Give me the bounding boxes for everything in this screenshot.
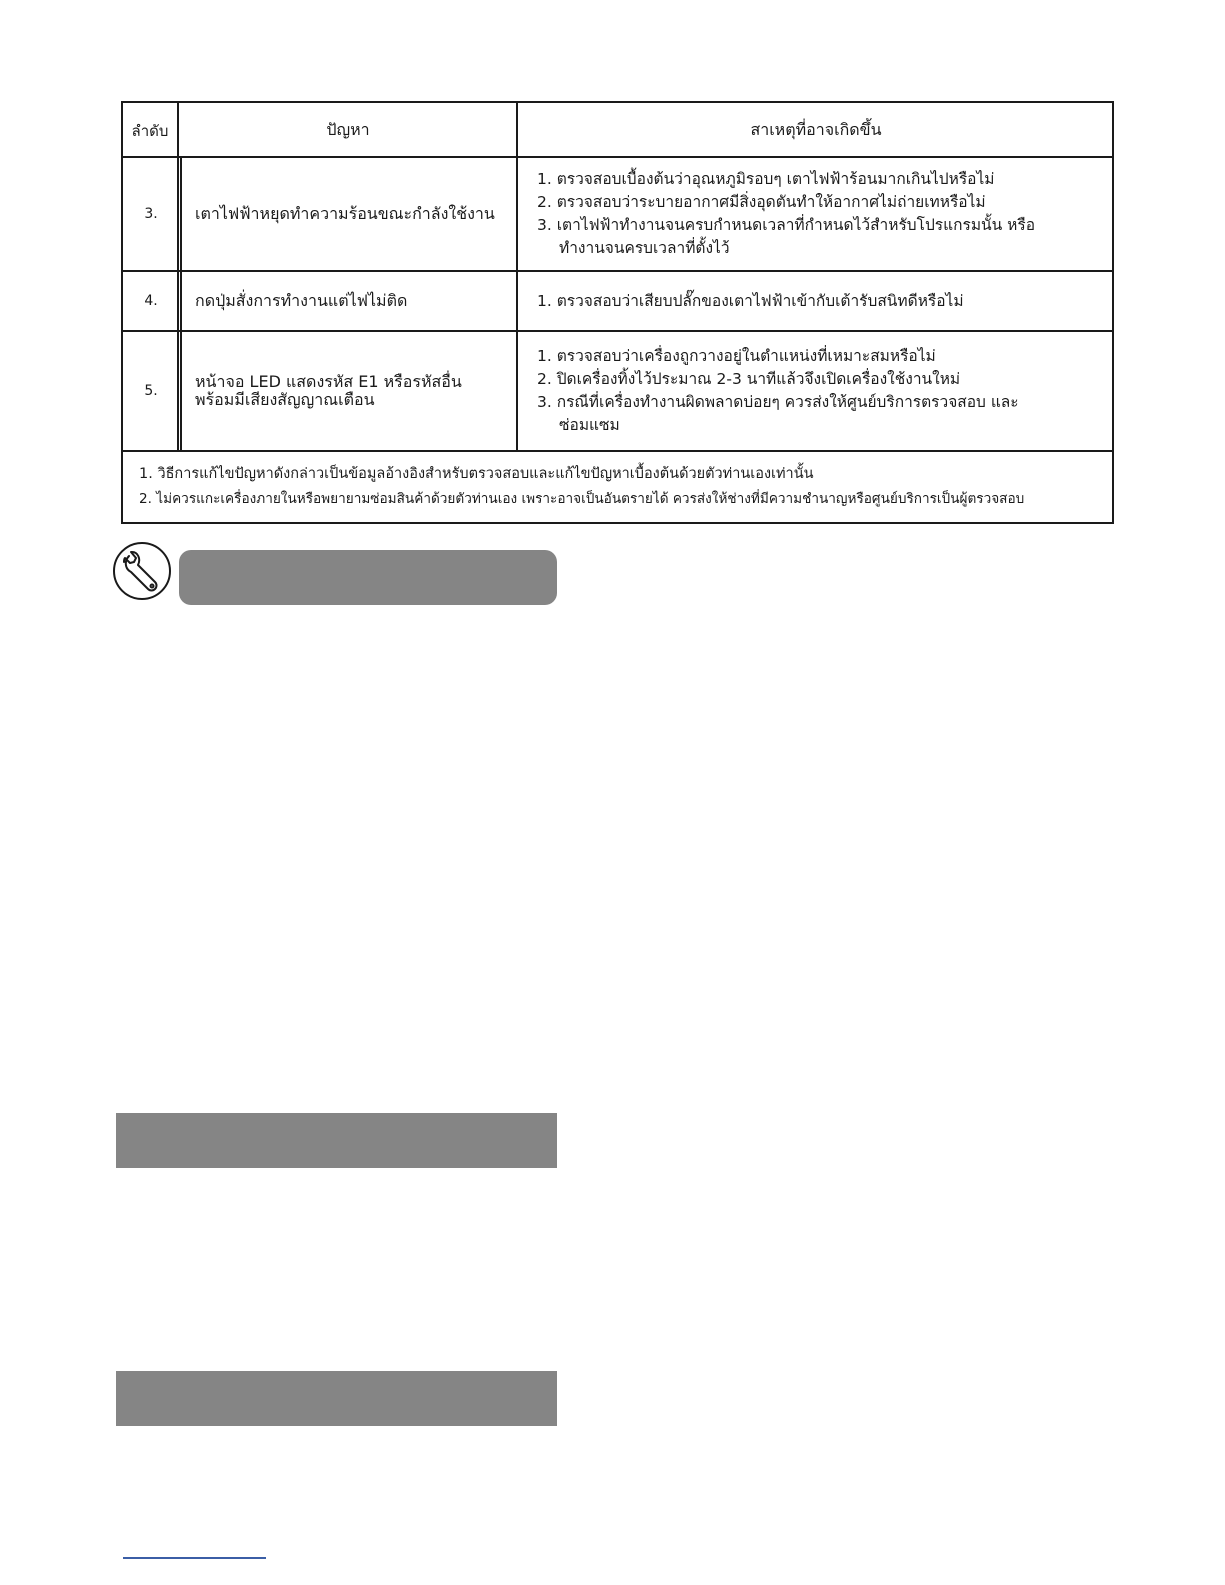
- footer-rule: [123, 1557, 266, 1559]
- problem-text: [195, 158, 515, 270]
- problem-line: หน้าจอ LED แสดงรหัส E1 หรือรหัสอื่น: [195, 372, 462, 391]
- problem-line: กดปุ่มสั่งการทำงานแต่ไฟไม่ติด: [195, 291, 408, 310]
- troubleshooting-table: [121, 101, 1114, 524]
- cause-item: 1. ตรวจสอบว่าเสียบปลั๊กของเตาไฟฟ้าเข้ากับเต้ารับสนิทดีหรือไม่: [537, 291, 964, 310]
- row-number: 3.: [144, 206, 158, 222]
- cause-item: 1. ตรวจสอบเบื้องต้นว่าอุณหภูมิรอบๆ เตาไฟฟ้าร้อนมากเกินไปหรือไม่: [537, 170, 995, 188]
- problem-text: [195, 272, 515, 330]
- problem-line: พร้อมมีเสียงสัญญาณเตือน: [195, 390, 375, 409]
- note-item: 1. วิธีการแก้ไขปัญหาดังกล่าวเป็นข้อมูลอ้างอิงสำหรับตรวจสอบและแก้ไขปัญหาเบื้องต้นด้วยตัวท่านเองเท่านั้น: [139, 466, 814, 482]
- cause-item: 3. เตาไฟฟ้าทำงานจนครบกำหนดเวลาที่กำหนดไว้สำหรับโปรแกรมนั้น หรือทำงานจนครบเวลาที่ตั้งไว้: [537, 216, 1036, 257]
- cause-list: [537, 272, 1107, 330]
- cause-list: [537, 332, 1107, 450]
- problem-text: [195, 332, 515, 450]
- section-header-bar: [179, 550, 557, 605]
- table-divider: [123, 450, 1112, 452]
- header-problem: ปัญหา: [326, 120, 370, 139]
- cause-item: 3. กรณีที่เครื่องทำงานผิดพลาดบ่อยๆ ควรส่งให้ศูนย์บริการตรวจสอบ และซ่อมแซม: [537, 393, 1019, 434]
- row-number: 5.: [144, 383, 158, 399]
- note-item: 2. ไม่ควรแกะเครื่องภายในหรือพยายามซ่อมสินค้าด้วยตัวท่านเอง เพราะอาจเป็นอันตรายได้ ควรส่งให้ช่างที่มีความชำนาญหรือศูนย์บริการเป็นผู้ตรวจสอบ: [139, 491, 1025, 507]
- wrench-icon: [113, 542, 171, 600]
- section-header-bar: [116, 1113, 557, 1168]
- row-number: 4.: [144, 293, 158, 309]
- table-notes: [139, 455, 1106, 519]
- cause-item: 1. ตรวจสอบว่าเครื่องถูกวางอยู่ในตำแหน่งที่เหมาะสมหรือไม่: [537, 347, 936, 365]
- header-cause: สาเหตุที่อาจเกิดขึ้น: [750, 120, 882, 139]
- cause-item: 2. ปิดเครื่องทิ้งไว้ประมาณ 2-3 นาทีแล้วจึงเปิดเครื่องใช้งานใหม่: [537, 370, 961, 388]
- cause-item: 2. ตรวจสอบว่าระบายอากาศมีสิ่งอุดตันทำให้อากาศไม่ถ่ายเทหรือไม่: [537, 193, 986, 211]
- header-number: ลำดับ: [131, 121, 169, 140]
- table-divider: [180, 156, 182, 450]
- section-header-bar: [116, 1371, 557, 1426]
- problem-line: เตาไฟฟ้าหยุดทำความร้อนขณะกำลังใช้งาน: [195, 204, 495, 223]
- cause-list: [537, 158, 1107, 270]
